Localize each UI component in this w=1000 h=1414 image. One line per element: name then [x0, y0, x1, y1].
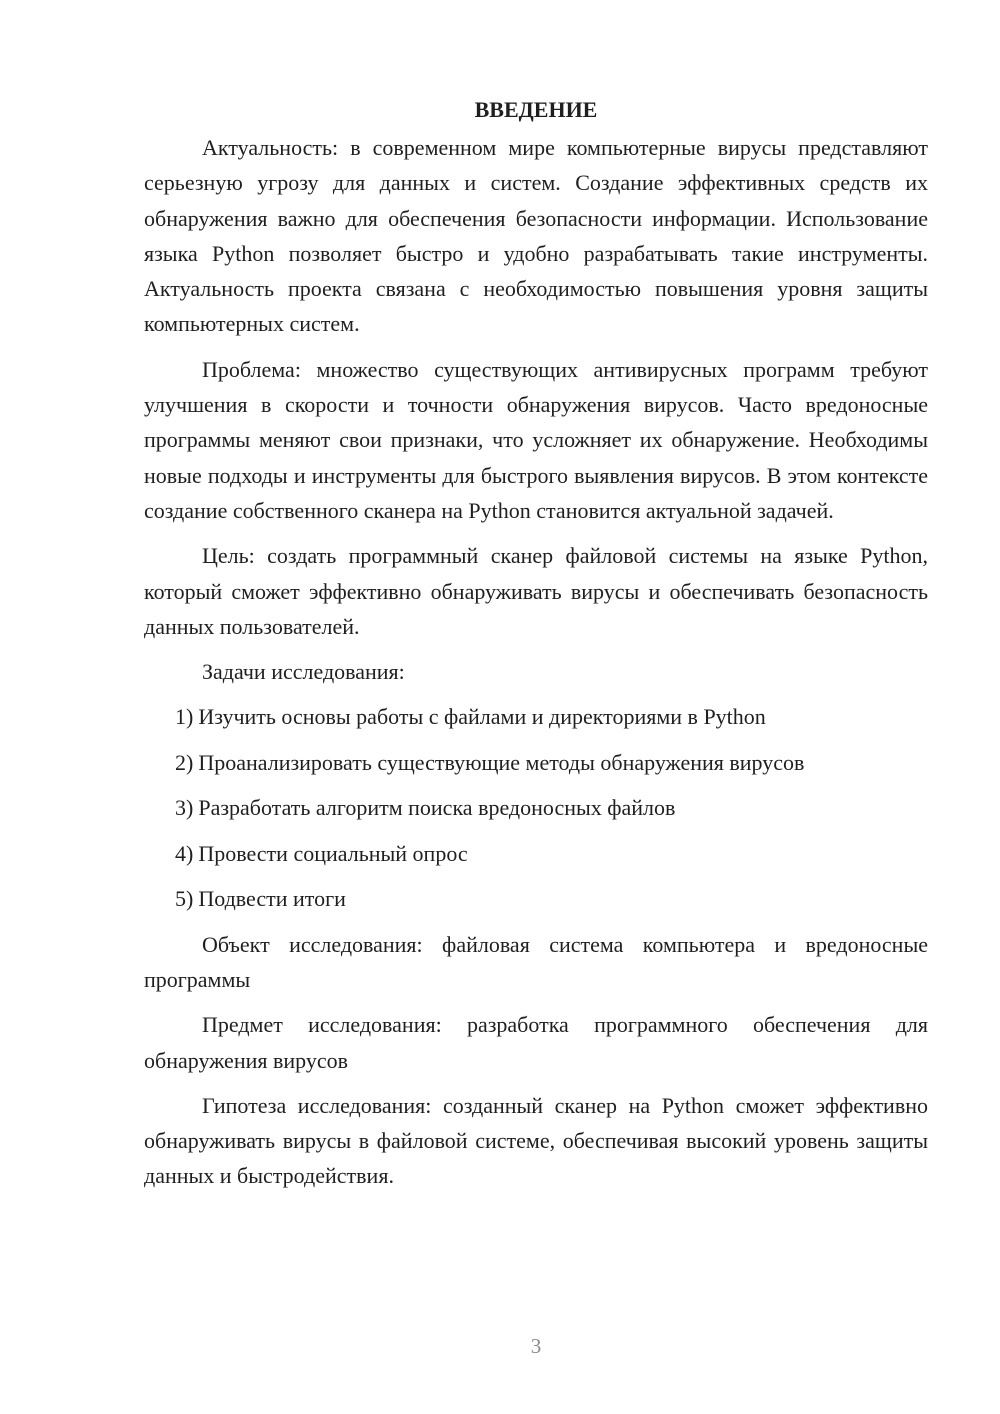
page-number: 3	[530, 1334, 542, 1358]
task-number: 4)	[175, 840, 194, 866]
section-heading: ВВЕДЕНИЕ	[474, 97, 598, 122]
task-text: Разработать алгоритм поиска вредоносных файлов	[198, 795, 676, 821]
task-text: Изучить основы работы с файлами и директориями в Python	[198, 704, 766, 730]
paragraph-hypothesis: Гипотеза исследования: созданный сканер на Python сможет эффективно обнаруживать вирусы в файловой системе, обеспечивая высокий уровень защиты данных и быстродействия.	[144, 1092, 928, 1189]
task-number: 1)	[175, 704, 194, 730]
task-item	[144, 699, 928, 734]
task-item	[144, 745, 928, 780]
task-item	[144, 836, 928, 871]
paragraph-relevance: Актуальность: в современном мире компьютерные вирусы представляют серьезную угрозу для данных и систем. Создание эффективных средств их обнаружения важно для обеспечения безопасности информации. Использование языка Python позволяет быстро и удобно разрабатывать такие инструменты. Актуальность проекта связана с необходимостью повышения уровня защиты компьютерных систем.	[144, 135, 928, 337]
task-item	[144, 881, 928, 916]
task-text: Проанализировать существующие методы обнаружения вирусов	[198, 749, 805, 775]
tasks-title: Задачи исследования:	[202, 659, 405, 685]
page-content	[144, 96, 928, 1204]
task-number: 2)	[175, 749, 194, 775]
paragraph-goal: Цель: создать программный сканер файловой системы на языке Python, который сможет эффективно обнаруживать вирусы и обеспечивать безопасность данных пользователей.	[144, 543, 928, 639]
paragraph-subject: Предмет исследования: разработка программного обеспечения для обнаружения вирусов	[144, 1012, 928, 1073]
paragraph-object: Объект исследования: файловая система компьютера и вредоносные программы	[144, 931, 928, 992]
paragraph-problem: Проблема: множество существующих антивирусных программ требуют улучшения в скорости и точности обнаружения вирусов. Часто вредоносные программы меняют свои признаки, что усложняет их обнаружение. Необходимы новые подходы и инструменты для быстрого выявления вирусов. В этом контексте создание собственного сканера на Python становится актуальной задачей.	[144, 356, 928, 523]
task-text: Подвести итоги	[198, 886, 346, 912]
task-number: 3)	[175, 795, 194, 821]
task-list	[144, 699, 928, 916]
task-number: 5)	[175, 886, 194, 912]
task-text: Провести социальный опрос	[198, 840, 468, 866]
task-item	[144, 790, 928, 825]
